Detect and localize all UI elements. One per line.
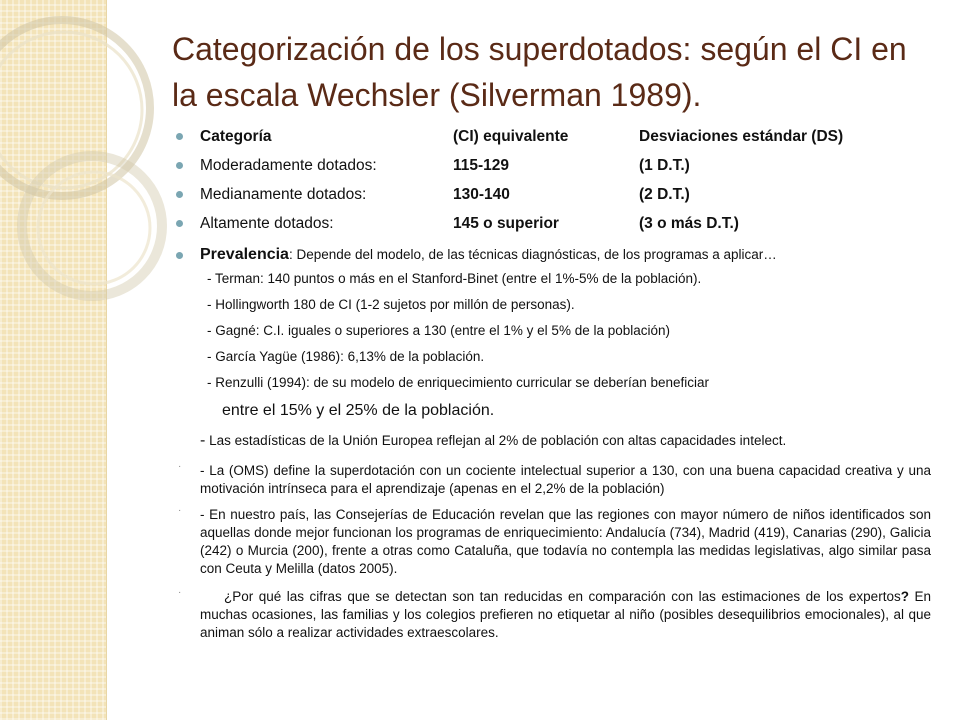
bullet-icon (176, 220, 183, 227)
renzulli-continuation: entre el 15% y el 25% de la población. (222, 402, 495, 419)
bullet-icon (176, 252, 183, 259)
sd-value: (1 D.T.) (639, 157, 690, 174)
sd-value: (2 D.T.) (639, 186, 690, 203)
question-mark: ? (900, 589, 909, 604)
prevalence-label: Prevalencia (200, 246, 289, 263)
header-sd: Desviaciones estándar (DS) (639, 128, 844, 145)
category-label: Altamente dotados: (200, 215, 334, 232)
table-row (176, 209, 931, 238)
table-row (176, 180, 931, 209)
prevalence-text: Depende del modelo, de las técnicas diagnósticas, de los programas a aplicar… (296, 247, 777, 262)
table-row (176, 151, 931, 180)
answer-text: En muchas ocasiones, las familias y los colegios prefieren no etiquetar al niño (posibles desequilibrios emocionales), al que animan sólo a realizar actividades extraescolares. (200, 589, 931, 640)
slide-title: Categorización de los superdotados: según el CI en la escala Wechsler (Silverman 1989). (172, 31, 907, 113)
sd-value: (3 o más D.T.) (639, 215, 739, 232)
spain-paragraph (176, 506, 931, 578)
iq-range: 145 o superior (453, 215, 559, 232)
oms-text: - La (OMS) define la superdotación con un cociente intelectual superior a 130, con una buena capacidad creativa y una motivación intrínseca para el aprendizaje (apenas en el 2,2% de la población) (200, 463, 931, 496)
iq-range: 130-140 (453, 186, 510, 203)
table-header-row (176, 122, 931, 151)
decorative-sidebar (0, 0, 107, 720)
eu-statistics (176, 428, 931, 454)
eu-dash: - (200, 432, 206, 449)
bullet-dot-icon: · (178, 587, 182, 598)
oms-paragraph (176, 462, 931, 498)
iq-range: 115-129 (453, 157, 510, 174)
question-text: ¿Por qué las cifras que se detectan son tan reducidas en comparación con las estimaciones de los expertos (224, 589, 901, 604)
prevalence-source: - Hollingworth 180 de CI (1-2 sujetos por millón de personas). (207, 297, 575, 312)
category-label: Medianamente dotados: (200, 186, 367, 203)
prevalence-item: Prevalencia: Depende del modelo, de las técnicas diagnósticas, de los programas a aplicar… (176, 244, 931, 266)
bullet-icon (176, 133, 183, 140)
prevalence-source: - Renzulli (1994): de su modelo de enriquecimiento curricular se deberían beneficiar (207, 375, 710, 390)
spain-text: - En nuestro país, las Consejerías de Educación revelan que las regiones con mayor número de niños identificados son aquellas donde mejor funcionan los programas de enriquecimiento: Andalucía (734), Madrid (419), Canarias (290), Galicia (242) o Murcia (200), frente a otras como Cataluña, que todavía no contempla las medidas legislativas, algo similar pasa con Ceuta y Melilla (datos 2005). (200, 507, 931, 576)
prevalence-source: - Terman: 140 puntos o más en el Stanford-Binet (entre el 1%-5% de la población). (207, 271, 702, 286)
slide-content (176, 122, 931, 642)
question-paragraph (176, 588, 931, 642)
prevalence-source: - Gagné: C.I. iguales o superiores a 130 (entre el 1% y el 5% de la población) (207, 323, 671, 338)
header-category: Categoría (200, 128, 272, 145)
category-label: Moderadamente dotados: (200, 157, 377, 174)
eu-text: Las estadísticas de la Unión Europea reflejan al 2% de población con altas capacidades intelect. (209, 433, 787, 448)
prevalence-source: - García Yagüe (1986): 6,13% de la población. (207, 349, 485, 364)
bullet-icon (176, 162, 183, 169)
header-iq: (CI) equivalente (453, 128, 569, 145)
bullet-dot-icon: · (178, 461, 182, 472)
bullet-dot-icon: · (178, 505, 182, 516)
bullet-icon (176, 191, 183, 198)
